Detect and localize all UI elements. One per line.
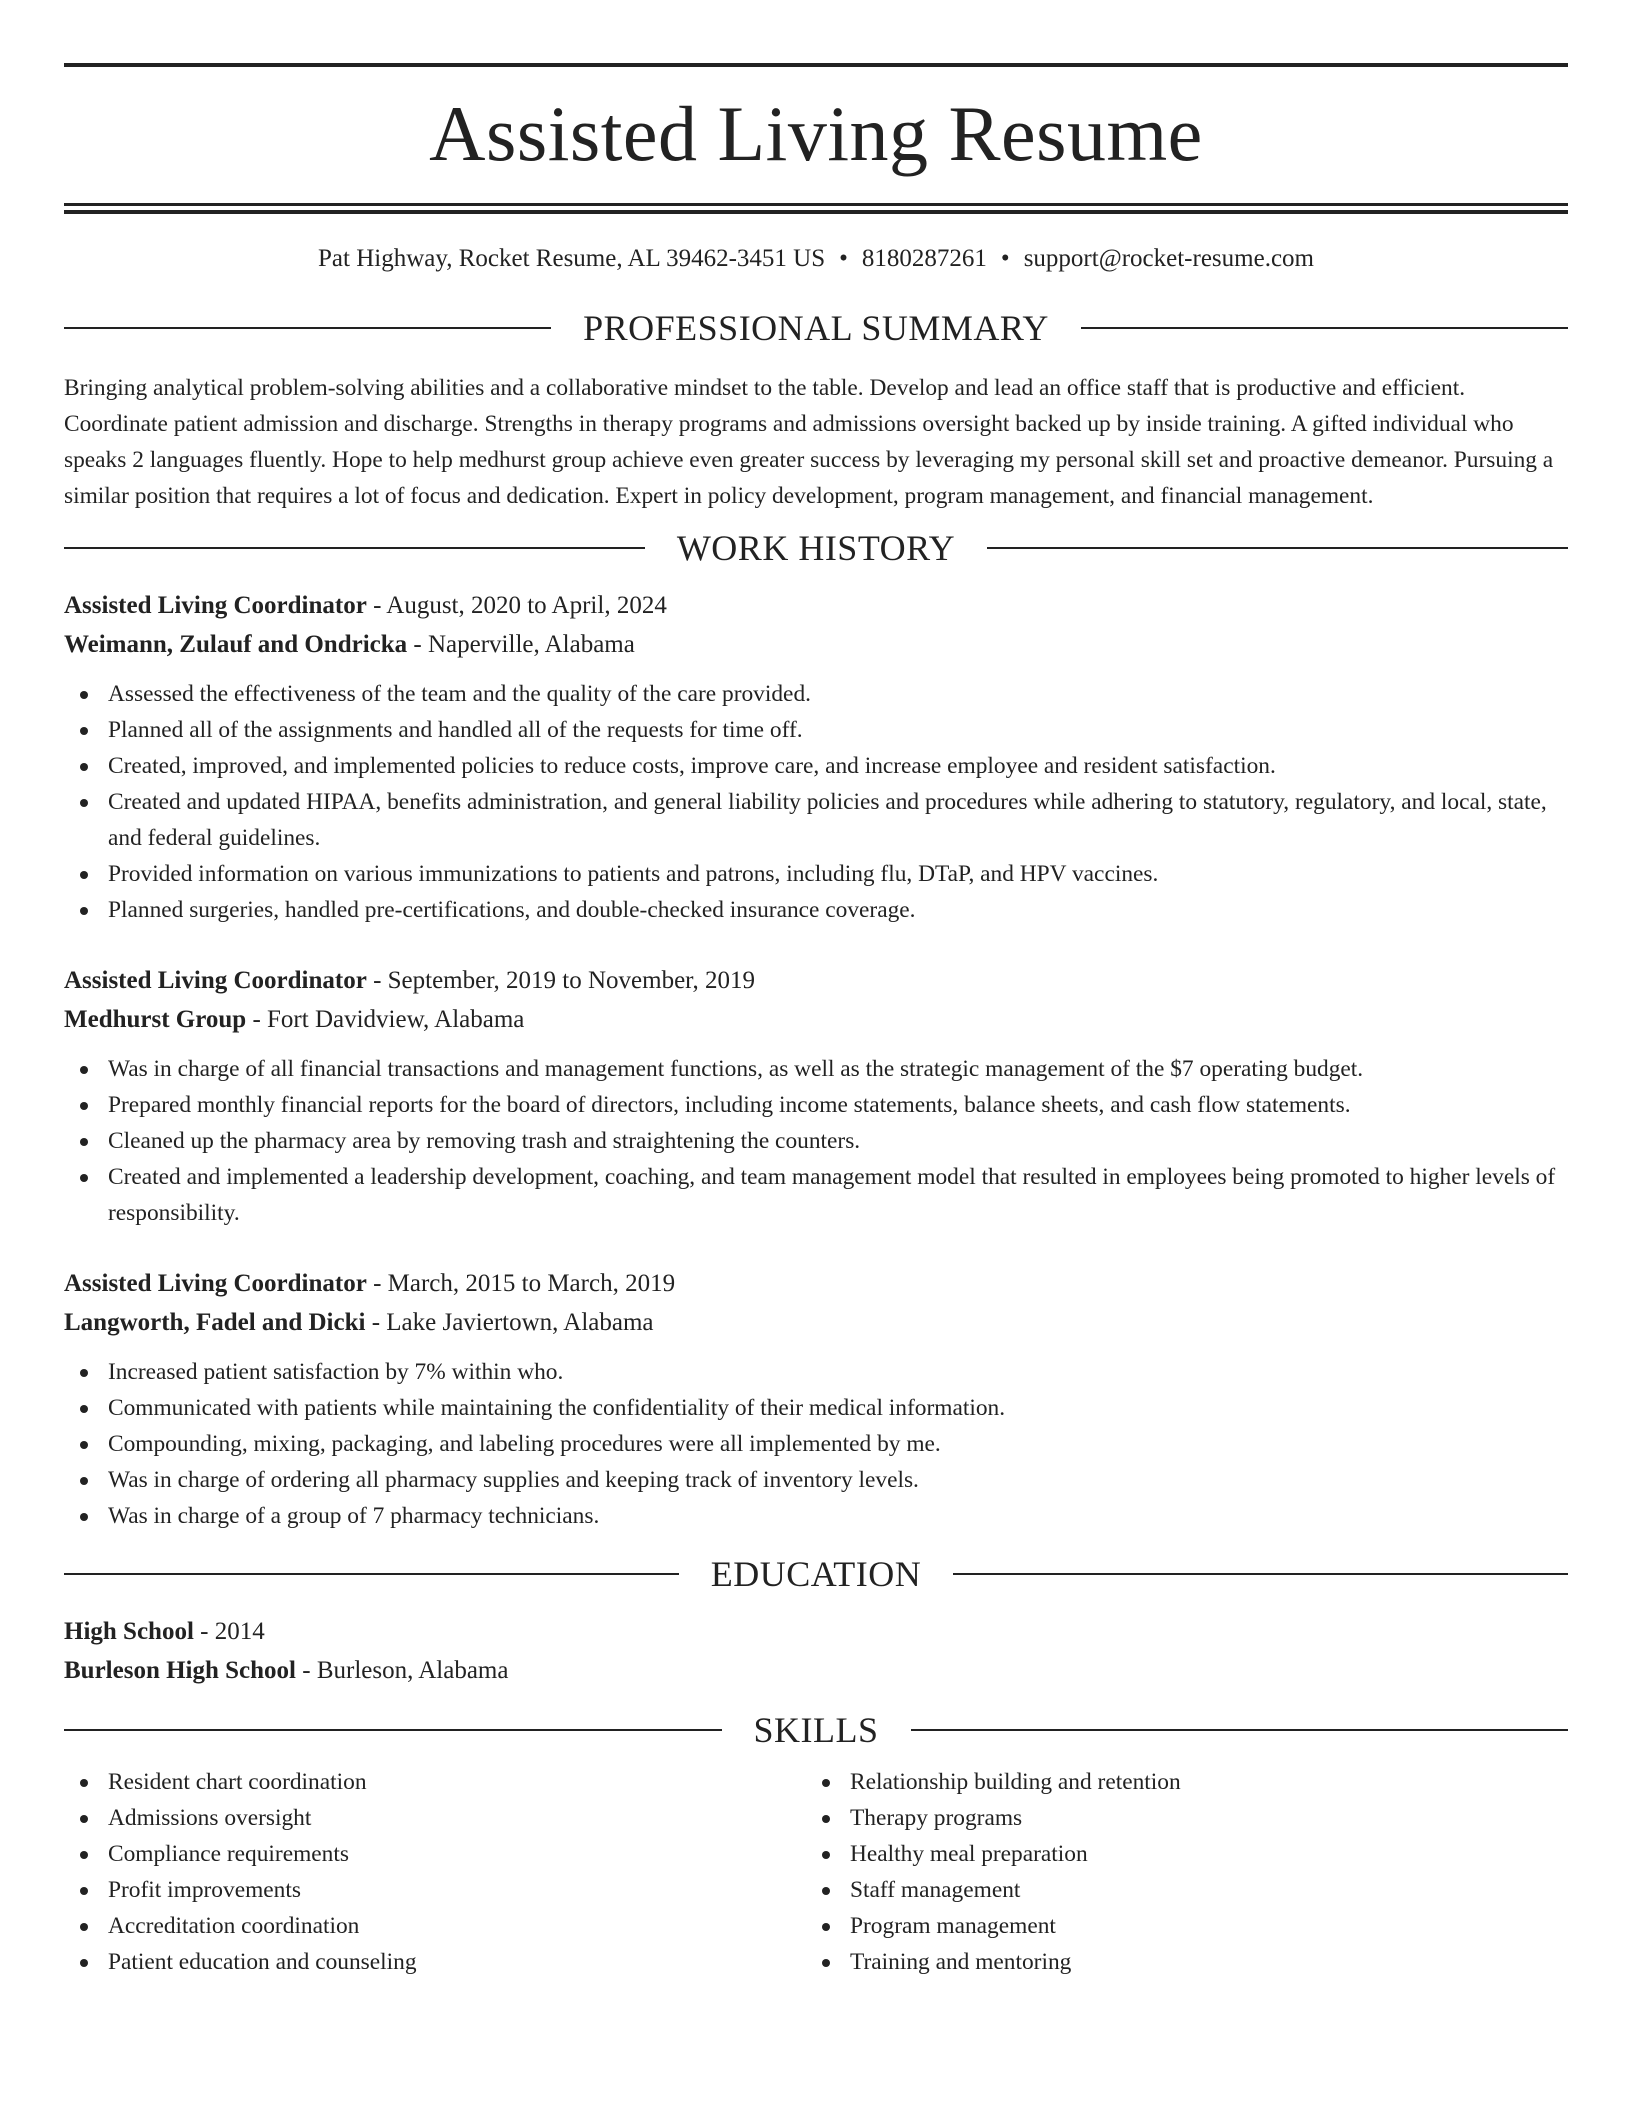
education-degree-line: [64, 1612, 1568, 1651]
job-company: Weimann, Zulauf and Ondricka: [64, 631, 408, 658]
list-item: Relationship building and retention: [806, 1764, 1548, 1800]
list-item: Communicated with patients while maintaining the confidentiality of their medical information.: [64, 1390, 1568, 1426]
list-item: Profit improvements: [64, 1872, 806, 1908]
job-title: Assisted Living Coordinator: [64, 967, 367, 994]
list-item: Planned all of the assignments and handled all of the requests for time off.: [64, 712, 1568, 748]
job-bullets: [64, 1051, 1568, 1231]
section-heading-work-history: [64, 526, 1568, 570]
job-location: - Naperville, Alabama: [407, 631, 635, 658]
job-entry: [64, 1264, 1568, 1534]
heading-rule: [911, 1729, 1569, 1731]
education-school: Burleson High School: [64, 1657, 296, 1684]
education-degree: High School: [64, 1618, 194, 1645]
section-title: EDUCATION: [710, 1554, 922, 1594]
list-item: Was in charge of ordering all pharmacy supplies and keeping track of inventory levels.: [64, 1462, 1568, 1498]
list-item: Was in charge of all financial transactions and management functions, as well as the strategic management of the $7 operating budget.: [64, 1051, 1568, 1087]
job-bullets: [64, 1354, 1568, 1534]
job-title-line: [64, 961, 1568, 1000]
list-item: Admissions oversight: [64, 1800, 806, 1836]
job-entry: [64, 586, 1568, 928]
list-item: Resident chart coordination: [64, 1764, 806, 1800]
job-company-line: [64, 1000, 1568, 1039]
list-item: Cleaned up the pharmacy area by removing trash and straightening the counters.: [64, 1123, 1568, 1159]
section-title: SKILLS: [753, 1710, 879, 1750]
list-item: Compliance requirements: [64, 1836, 806, 1872]
job-title: Assisted Living Coordinator: [64, 1270, 367, 1297]
heading-rule: [987, 547, 1568, 549]
section-heading-summary: [64, 306, 1568, 350]
list-item: Planned surgeries, handled pre-certifications, and double-checked insurance coverage.: [64, 892, 1568, 928]
title-double-rule: [64, 203, 1568, 214]
resume-title: Assisted Living Resume: [429, 90, 1203, 177]
section-heading-education: [64, 1552, 1568, 1596]
contact-address: Pat Highway, Rocket Resume, AL 39462-3451 US: [318, 245, 826, 272]
job-entry: [64, 961, 1568, 1231]
job-company-line: [64, 1303, 1568, 1342]
skills-list-right: [806, 1764, 1548, 1980]
job-company: Medhurst Group: [64, 1006, 247, 1033]
heading-rule: [64, 327, 551, 329]
job-company: Langworth, Fadel and Dicki: [64, 1309, 366, 1336]
job-bullets: [64, 676, 1568, 928]
list-item: Healthy meal preparation: [806, 1836, 1548, 1872]
skills-columns: [64, 1764, 1568, 1980]
contact-phone: 8180287261: [861, 245, 987, 272]
job-location: - Lake Javiertown, Alabama: [365, 1309, 654, 1336]
resume-page: [64, 0, 1568, 1980]
section-title: WORK HISTORY: [676, 528, 956, 568]
list-item: Accreditation coordination: [64, 1908, 806, 1944]
section-title: PROFESSIONAL SUMMARY: [583, 308, 1049, 348]
heading-rule: [953, 1573, 1568, 1575]
list-item: Provided information on various immunizations to patients and patrons, including flu, DTaP, and HPV vaccines.: [64, 856, 1568, 892]
list-item: Staff management: [806, 1872, 1548, 1908]
job-location: - Fort Davidview, Alabama: [246, 1006, 525, 1033]
summary-text: Bringing analytical problem-solving abilities and a collaborative mindset to the table. Develop and lead an office staff that is productive and efficient. Coordinate patient admission and discharge. Strengths in therapy programs and admissions oversight backed up by inside training. A gifted individual who speaks 2 languages fluently. Hope to help medhurst group achieve even greater success by leveraging my personal skill set and proactive demeanor. Pursuing a similar position that requires a lot of focus and dedication. Expert in policy development, program management, and financial management.: [64, 375, 1554, 509]
job-dates: - September, 2019 to November, 2019: [366, 967, 756, 994]
heading-rule: [64, 1573, 679, 1575]
job-title: Assisted Living Coordinator: [64, 592, 367, 619]
list-item: Created and updated HIPAA, benefits administration, and general liability policies and procedures while adhering to statutory, regulatory, and local, state, and federal guidelines.: [64, 784, 1568, 856]
job-company-line: [64, 625, 1568, 664]
list-item: Program management: [806, 1908, 1548, 1944]
heading-rule: [1081, 327, 1568, 329]
job-dates: - March, 2015 to March, 2019: [366, 1270, 676, 1297]
list-item: Assessed the effectiveness of the team and the quality of the care provided.: [64, 676, 1568, 712]
heading-rule: [64, 1729, 722, 1731]
list-item: Patient education and counseling: [64, 1944, 806, 1980]
job-title-line: [64, 1264, 1568, 1303]
skills-list-left: [64, 1764, 806, 1980]
list-item: Therapy programs: [806, 1800, 1548, 1836]
heading-rule: [64, 547, 645, 549]
contact-separator: •: [1000, 245, 1010, 272]
top-rule: [64, 63, 1568, 67]
education-school-line: [64, 1651, 1568, 1690]
contact-line: [64, 244, 1568, 274]
list-item: Created, improved, and implemented policies to reduce costs, improve care, and increase employee and resident satisfaction.: [64, 748, 1568, 784]
contact-email: support@rocket-resume.com: [1023, 245, 1314, 272]
section-heading-skills: [64, 1708, 1568, 1752]
education-location: - Burleson, Alabama: [296, 1657, 509, 1684]
list-item: Compounding, mixing, packaging, and labeling procedures were all implemented by me.: [64, 1426, 1568, 1462]
list-item: Increased patient satisfaction by 7% within who.: [64, 1354, 1568, 1390]
list-item: Created and implemented a leadership development, coaching, and team management model that resulted in employees being promoted to higher levels of responsibility.: [64, 1159, 1568, 1231]
contact-separator: •: [839, 245, 848, 272]
education-entry: [64, 1612, 1568, 1690]
education-year: - 2014: [193, 1618, 265, 1645]
job-title-line: [64, 586, 1568, 625]
list-item: Was in charge of a group of 7 pharmacy technicians.: [64, 1498, 1568, 1534]
list-item: Prepared monthly financial reports for the board of directors, including income statements, balance sheets, and cash flow statements.: [64, 1087, 1568, 1123]
list-item: Training and mentoring: [806, 1944, 1548, 1980]
job-dates: - August, 2020 to April, 2024: [366, 592, 667, 619]
